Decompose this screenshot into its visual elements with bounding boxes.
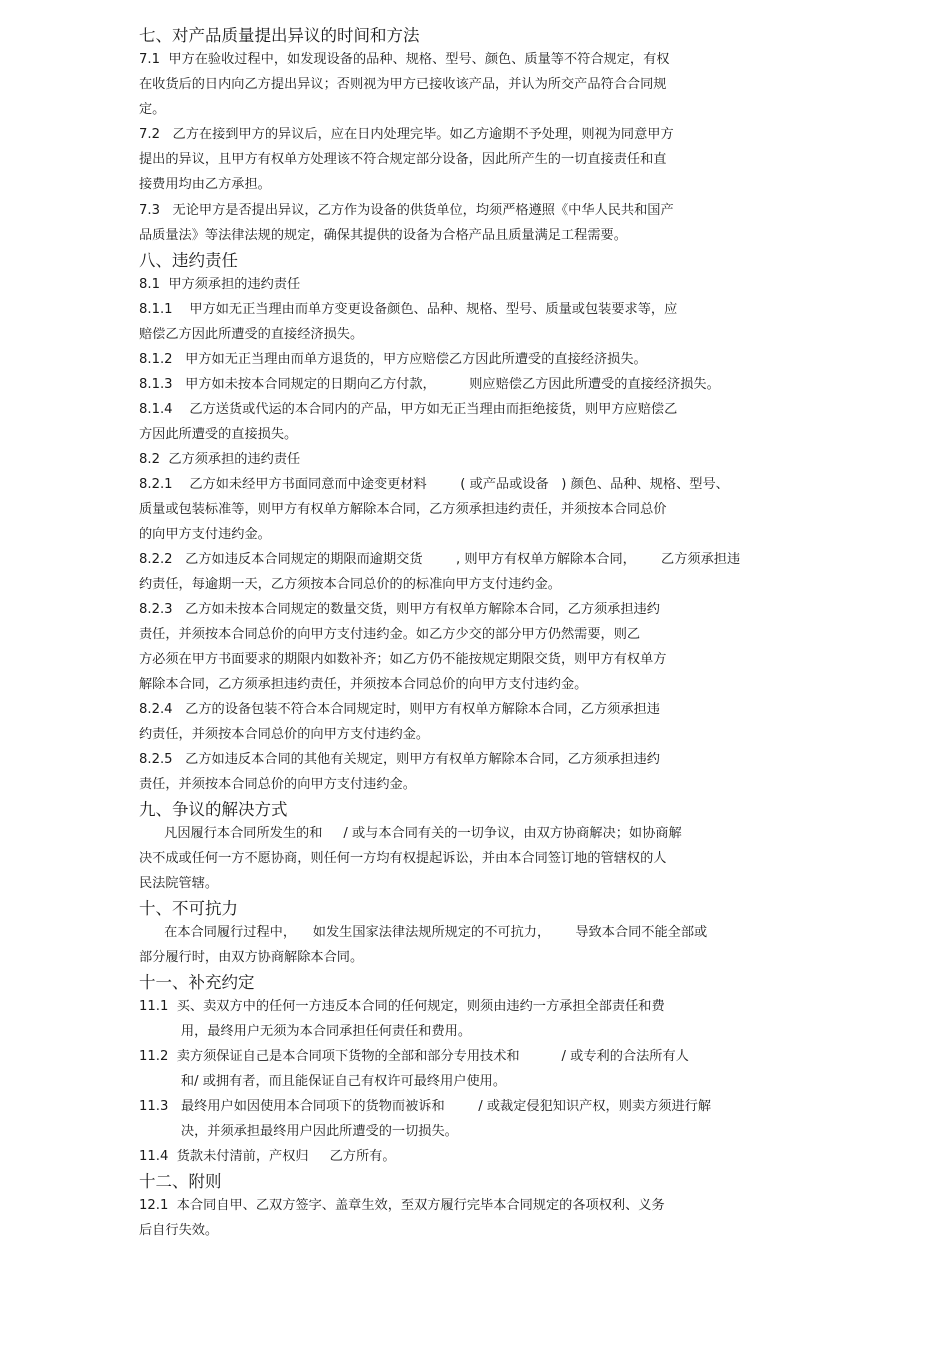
clause-line: 质量或包装标准等，则甲方有权单方解除本合同，乙方须承担违约责任，并须按本合同总价 xyxy=(139,502,667,517)
section-heading-7: 七、对产品质量提出异议的时间和方法 xyxy=(139,26,420,45)
clause-line: 8.2 乙方须承担的违约责任 xyxy=(139,452,301,467)
clause-line: 在收货后的日内向乙方提出异议；否则视为甲方已接收该产品，并认为所交产品符合合同规 xyxy=(139,77,667,92)
section-heading-12: 十二、附则 xyxy=(139,1172,222,1191)
clause-line: 8.1.2 甲方如无正当理由而单方退货的，甲方应赔偿乙方因此所遭受的直接经济损失。 xyxy=(139,352,647,367)
clause-line: 11.3 最终用户如因使用本合同项下的货物而被诉和 / 或裁定侵犯知识产权，则卖方须进行解 xyxy=(139,1099,712,1114)
clause-line: 8.2.2 乙方如违反本合同规定的期限而逾期交货 , 则甲方有权单方解除本合同， 乙方须承担违 xyxy=(139,552,741,567)
clause-line: 和/ 或拥有者，而且能保证自己有权许可最终用户使用。 xyxy=(139,1074,507,1089)
clause-line: 8.1 甲方须承担的违约责任 xyxy=(139,277,301,292)
clause-line: 凡因履行本合同所发生的和 / 或与本合同有关的一切争议，由双方协商解决；如协商解 xyxy=(139,826,682,841)
clause-line: 8.1.1 甲方如无正当理由而单方变更设备颜色、品种、规格、型号、质量或包装要求等，应 xyxy=(139,302,678,317)
clause-line: 7.1 甲方在验收过程中，如发现设备的品种、规格、型号、颜色、质量等不符合规定，有权 xyxy=(139,52,670,67)
section-heading-9: 九、争议的解决方式 xyxy=(139,800,288,819)
clause-line: 方必须在甲方书面要求的期限内如数补齐；如乙方仍不能按规定期限交货，则甲方有权单方 xyxy=(139,652,667,667)
clause-line: 部分履行时，由双方协商解除本合同。 xyxy=(139,950,364,965)
clause-line: 提出的异议，且甲方有权单方处理该不符合规定部分设备，因此所产生的一切直接责任和直 xyxy=(139,152,667,167)
clause-line: 方因此所遭受的直接损失。 xyxy=(139,427,298,442)
section-heading-8: 八、违约责任 xyxy=(139,251,238,270)
clause-line: 解除本合同，乙方须承担违约责任，并须按本合同总价的向甲方支付违约金。 xyxy=(139,677,588,692)
clause-line: 品质量法》等法律法规的规定，确保其提供的设备为合格产品且质量满足工程需要。 xyxy=(139,228,627,243)
clause-line: 赔偿乙方因此所遭受的直接经济损失。 xyxy=(139,327,364,342)
section-heading-11: 十一、补充约定 xyxy=(139,973,255,992)
clause-line: 民法院管辖。 xyxy=(139,876,219,891)
clause-line: 在本合同履行过程中， 如发生国家法律法规所规定的不可抗力， 导致本合同不能全部或 xyxy=(139,925,708,940)
clause-line: 决不成或任何一方不愿协商，则任何一方均有权提起诉讼，并由本合同签订地的管辖权的人 xyxy=(139,851,667,866)
clause-line: 11.4 货款未付清前，产权归 乙方所有。 xyxy=(139,1149,396,1164)
clause-line: 8.2.5 乙方如违反本合同的其他有关规定，则甲方有权单方解除本合同，乙方须承担违约 xyxy=(139,752,660,767)
clause-line: 约责任，每逾期一天，乙方须按本合同总价的的标准向甲方支付违约金。 xyxy=(139,577,561,592)
clause-line: 8.2.1 乙方如未经甲方书面同意而中途变更材料 ( 或产品或设备 ) 颜色、品种、规格、型号、 xyxy=(139,477,729,492)
clause-line: 责任，并须按本合同总价的向甲方支付违约金。 xyxy=(139,777,416,792)
clause-line: 定。 xyxy=(139,102,166,117)
clause-line: 后自行失效。 xyxy=(139,1223,219,1238)
clause-line: 7.3 无论甲方是否提出异议，乙方作为设备的供货单位，均须严格遵照《中华人民共和国产 xyxy=(139,203,674,218)
clause-line: 8.1.3 甲方如未按本合同规定的日期向乙方付款， 则应赔偿乙方因此所遭受的直接经济损失。 xyxy=(139,377,720,392)
clause-line: 接费用均由乙方承担。 xyxy=(139,177,271,192)
clause-line: 12.1 本合同自甲、乙双方签字、盖章生效，至双方履行完毕本合同规定的各项权利、义务 xyxy=(139,1198,665,1213)
clause-line: 的向甲方支付违约金。 xyxy=(139,527,271,542)
clause-line: 11.2 卖方须保证自己是本合同项下货物的全部和部分专用技术和 / 或专利的合法所有人 xyxy=(139,1049,689,1064)
clause-line: 责任，并须按本合同总价的向甲方支付违约金。如乙方少交的部分甲方仍然需要，则乙 xyxy=(139,627,641,642)
clause-line: 8.1.4 乙方送货或代运的本合同内的产品，甲方如无正当理由而拒绝接货，则甲方应赔偿乙 xyxy=(139,402,678,417)
section-heading-10: 十、不可抗力 xyxy=(139,899,238,918)
clause-line: 11.1 买、卖双方中的任何一方违反本合同的任何规定，则须由违约一方承担全部责任和费 xyxy=(139,999,665,1014)
clause-line: 7.2 乙方在接到甲方的异议后，应在日内处理完毕。如乙方逾期不予处理，则视为同意甲方 xyxy=(139,127,674,142)
clause-line: 8.2.3 乙方如未按本合同规定的数量交货，则甲方有权单方解除本合同，乙方须承担违约 xyxy=(139,602,660,617)
clause-line: 决，并须承担最终用户因此所遭受的一切损失。 xyxy=(139,1124,458,1139)
clause-line: 用，最终用户无须为本合同承担任何责任和费用。 xyxy=(139,1024,472,1039)
clause-line: 8.2.4 乙方的设备包装不符合本合同规定时，则甲方有权单方解除本合同，乙方须承担违 xyxy=(139,702,660,717)
clause-line: 约责任，并须按本合同总价的向甲方支付违约金。 xyxy=(139,727,430,742)
